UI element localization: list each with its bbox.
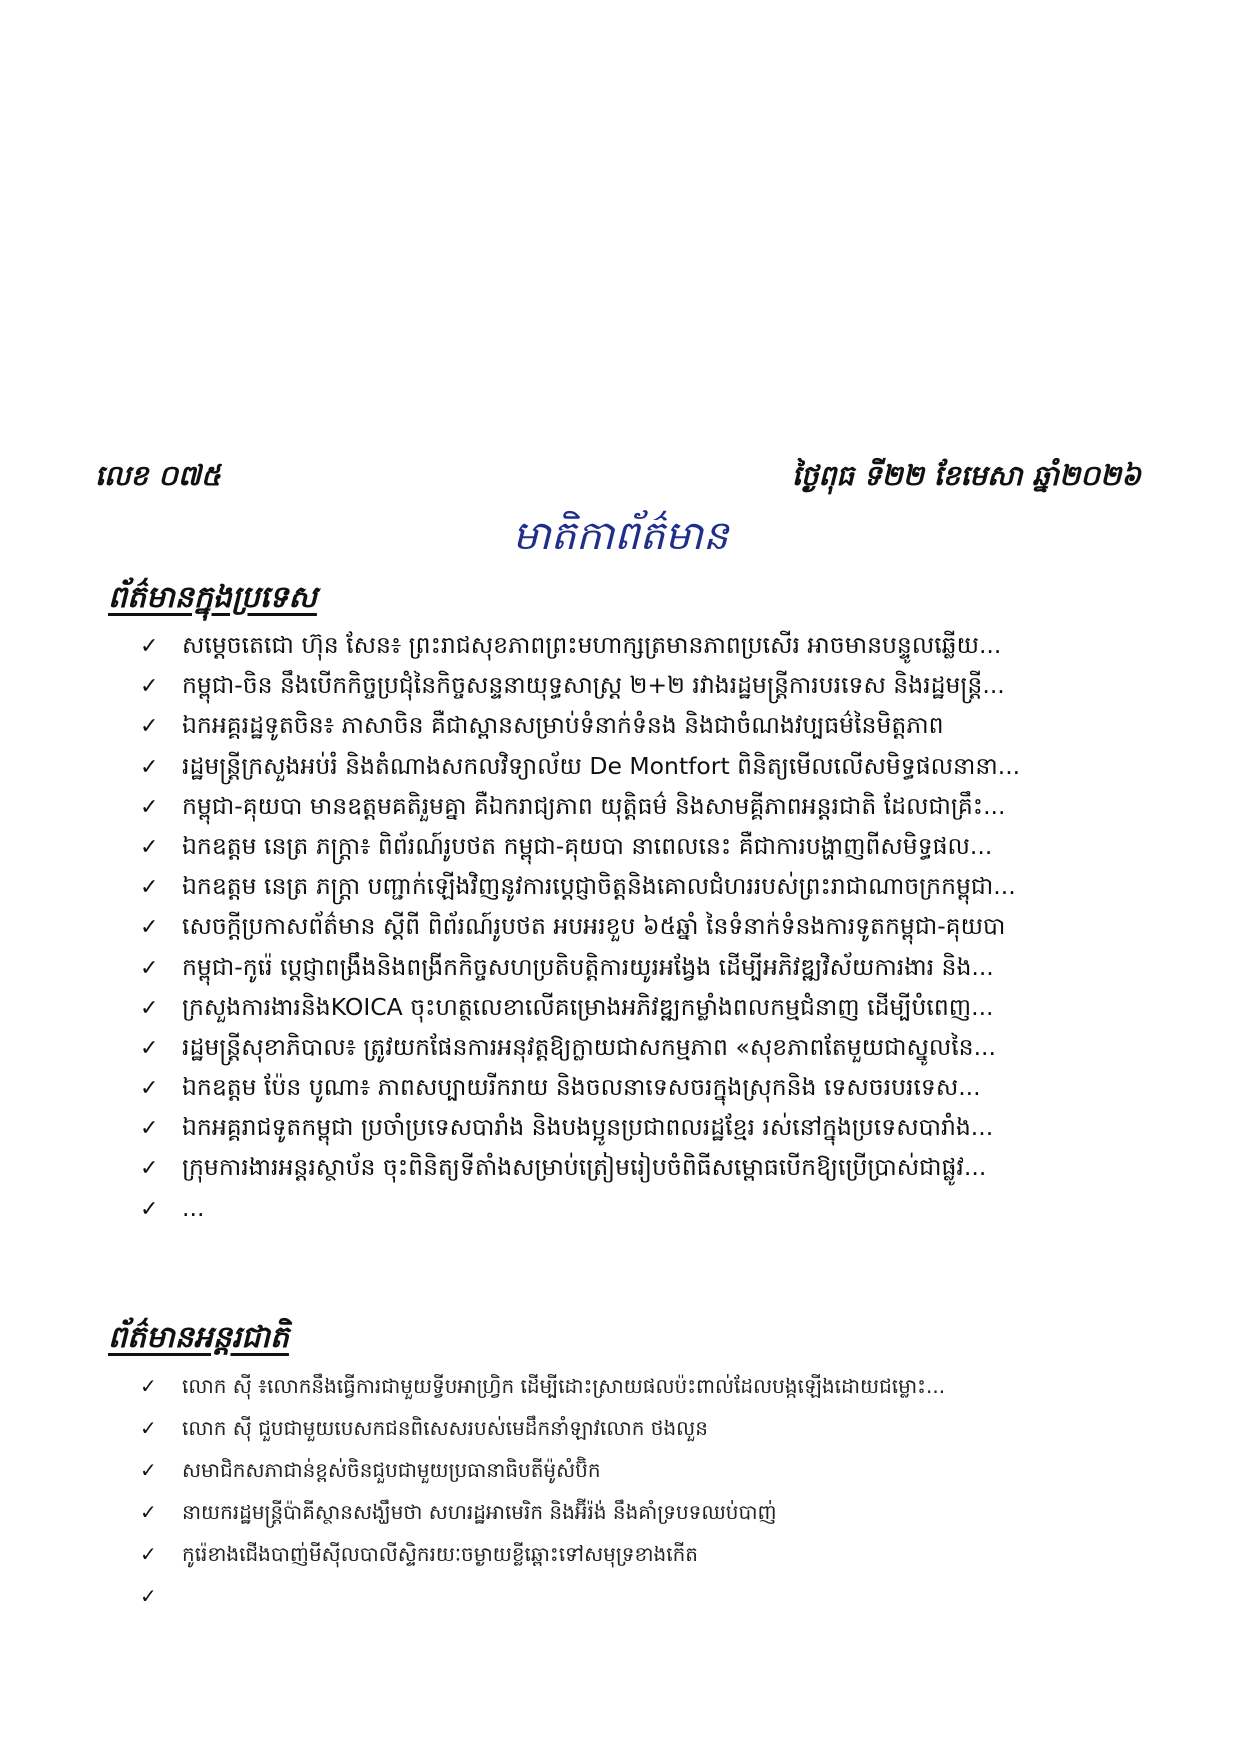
check-icon: ✓ — [140, 955, 159, 981]
check-icon: ✓ — [140, 794, 159, 820]
list-item: ✓ សេចក្តីប្រកាសព័ត៌មាន ស្តីពី ពិព័រណ៍រូបថត អបអរខួប ៦៥ឆ្នាំ នៃទំនាក់ទំនងការទូតកម្ពុជា-គុយបា — [140, 906, 1020, 946]
check-icon: ✓ — [140, 1076, 159, 1102]
list-item: ✓ សម្តេចតេជោ ហ៊ុន សែន៖ ព្រះរាជសុខភាពព្រះមហាក្សត្រមានភាពប្រសើរ អាចមានបន្ទូលឆ្លើយ... — [140, 625, 1020, 665]
header-row — [95, 458, 1141, 499]
check-icon: ✓ — [140, 714, 159, 740]
list-item: ✓ លោក ស៊ី ៖លោកនឹងធ្វើការជាមួយទ្វីបអាហ្រ្វិក ដើម្បីដោះស្រាយផលប៉ះពាល់ដែលបង្កឡើងដោយជម្លោះ... — [140, 1365, 945, 1407]
list-item: ✓ កម្ពុជា-ចិន នឹងបើកកិច្ចប្រជុំនៃកិច្ចសន្ទនាយុទ្ធសាស្រ្ត ២+២ រវាងរដ្ឋមន្ត្រីការបរទេស និងរដ្ឋមន្ត្រី... — [140, 665, 1020, 705]
international-news-list — [140, 1365, 945, 1617]
list-item: ✓ ឯកឧត្តម ប៉ែន បូណា៖ ភាពសប្បាយរីករាយ និងចលនាទេសចរក្នុងស្រុកនិង ទេសចរបរទេស... — [140, 1067, 1020, 1107]
check-icon: ✓ — [140, 634, 159, 659]
list-item: ✓ រដ្ឋមន្ត្រីក្រសួងអប់រំ និងតំណាងសកលវិទ្យាល័យ De Montfort ពិនិត្យមើលលើសមិទ្ធផលនានា... — [140, 746, 1020, 786]
list-item: ✓ នាយករដ្ឋមន្ត្រីប៉ាគីស្ថានសង្ឃឹមថា សហរដ្ឋអាមេរិក និងអ៊ីរ៉ង់ នឹងគាំទ្របទឈប់បាញ់ — [140, 1491, 945, 1533]
list-item: ✓ ឯកឧត្តម នេត្រ ភក្ត្រា៖ ពិព័រណ៍រូបថត កម្ពុជា-គុយបា នាពេលនេះ គឺជាការបង្ហាញពីសមិទ្ធផល... — [140, 826, 1020, 866]
list-item: ✓ ឯកឧត្តម នេត្រ ភក្ត្រា បញ្ជាក់ឡើងវិញនូវការប្តេជ្ញាចិត្តនិងគោលជំហររបស់ព្រះរាជាណាចក្រកម្ពុជា... — [140, 866, 1020, 906]
check-icon: ✓ — [140, 875, 159, 901]
check-icon: ✓ — [140, 1035, 159, 1061]
list-item: ✓ កូរ៉េខាងជើងបាញ់មីស៊ីលបាលីស្ទិករយៈចម្ងាយខ្លីឆ្ពោះទៅសមុទ្រខាងកើត — [140, 1533, 945, 1575]
check-icon: ✓ — [140, 834, 159, 860]
list-item: ✓ កម្ពុជា-គុយបា មានឧត្តមគតិរួមគ្នា គឺឯករាជ្យភាព យុត្តិធម៌ និងសាមគ្គីភាពអន្តរជាតិ ដែលជាគ្រឹះ... — [140, 786, 1020, 826]
check-icon: ✓ — [140, 1374, 157, 1398]
check-icon: ✓ — [140, 995, 159, 1021]
page-title: មាតិកាព័ត៌មាន — [512, 513, 729, 559]
issue-date: ថ្ងៃពុធ ទី២២ ខែមេសា ឆ្នាំ២០២៦ — [791, 459, 1141, 492]
check-icon: ✓ — [140, 754, 159, 780]
list-item: ✓ ... — [140, 1188, 1020, 1228]
list-item: ✓ លោក ស៊ី ជួបជាមួយបេសកជនពិសេសរបស់មេដឹកនាំឡាវលោក ថងលួន — [140, 1407, 945, 1449]
list-item: ✓ ឯកអគ្គរដ្ឋទូតចិន៖ ភាសាចិន គឺជាស្ពានសម្រាប់ទំនាក់ទំនង និងជាចំណងវប្បធម៌នៃមិត្តភាព — [140, 705, 1020, 745]
check-icon: ✓ — [140, 1584, 157, 1608]
list-item: ✓ កម្ពុជា-កូរ៉េ ប្តេជ្ញាពង្រឹងនិងពង្រីកកិច្ចសហប្រតិបត្តិការយូរអង្វែង ដើម្បីអភិវឌ្ឍវិស័យការងារ និង... — [140, 947, 1020, 987]
check-icon: ✓ — [140, 1116, 159, 1142]
check-icon: ✓ — [140, 1156, 159, 1182]
check-icon: ✓ — [140, 1458, 157, 1482]
international-news-heading: ព័ត៌មានអន្តរជាតិ — [108, 1320, 289, 1355]
list-item: ✓ រដ្ឋមន្ត្រីសុខាភិបាល៖ ត្រូវយកផែនការអនុវត្តឱ្យក្លាយជាសកម្មភាព «សុខភាពតែមួយជាស្នូលនៃ... — [140, 1027, 1020, 1067]
check-icon: ✓ — [140, 1196, 159, 1222]
check-icon: ✓ — [140, 915, 159, 941]
list-item: ✓ ឯកអគ្គរាជទូតកម្ពុជា ប្រចាំប្រទេសបារាំង និងបងប្អូនប្រជាពលរដ្ឋខ្មែរ រស់នៅក្នុងប្រទេសបារាំង... — [140, 1107, 1020, 1147]
check-icon: ✓ — [140, 1500, 157, 1524]
check-icon: ✓ — [140, 1416, 157, 1440]
list-item: ✓ ក្រុមការងារអន្តរស្ថាប័ន ចុះពិនិត្យទីតាំងសម្រាប់ត្រៀមរៀបចំពិធីសម្ពោធបើកឱ្យប្រើប្រាស់ជាផ្លូវ... — [140, 1147, 1020, 1187]
issue-number: លេខ ០៧៥ — [95, 459, 221, 492]
check-icon: ✓ — [140, 1542, 157, 1566]
list-item — [140, 1575, 945, 1617]
list-item: ✓ ក្រសួងការងារនិងKOICA ចុះហត្ថលេខាលើគម្រោងអភិវឌ្ឍកម្លាំងពលកម្មជំនាញ ដើម្បីបំពេញ... — [140, 987, 1020, 1027]
check-icon: ✓ — [140, 674, 159, 700]
local-news-list — [140, 625, 1020, 1228]
list-item: ✓ សមាជិកសភាជាន់ខ្ពស់ចិនជួបជាមួយប្រធានាធិបតីម៉ូសំប៊ិក — [140, 1449, 945, 1491]
local-news-heading: ព័ត៌មានក្នុងប្រទេស — [108, 580, 317, 615]
